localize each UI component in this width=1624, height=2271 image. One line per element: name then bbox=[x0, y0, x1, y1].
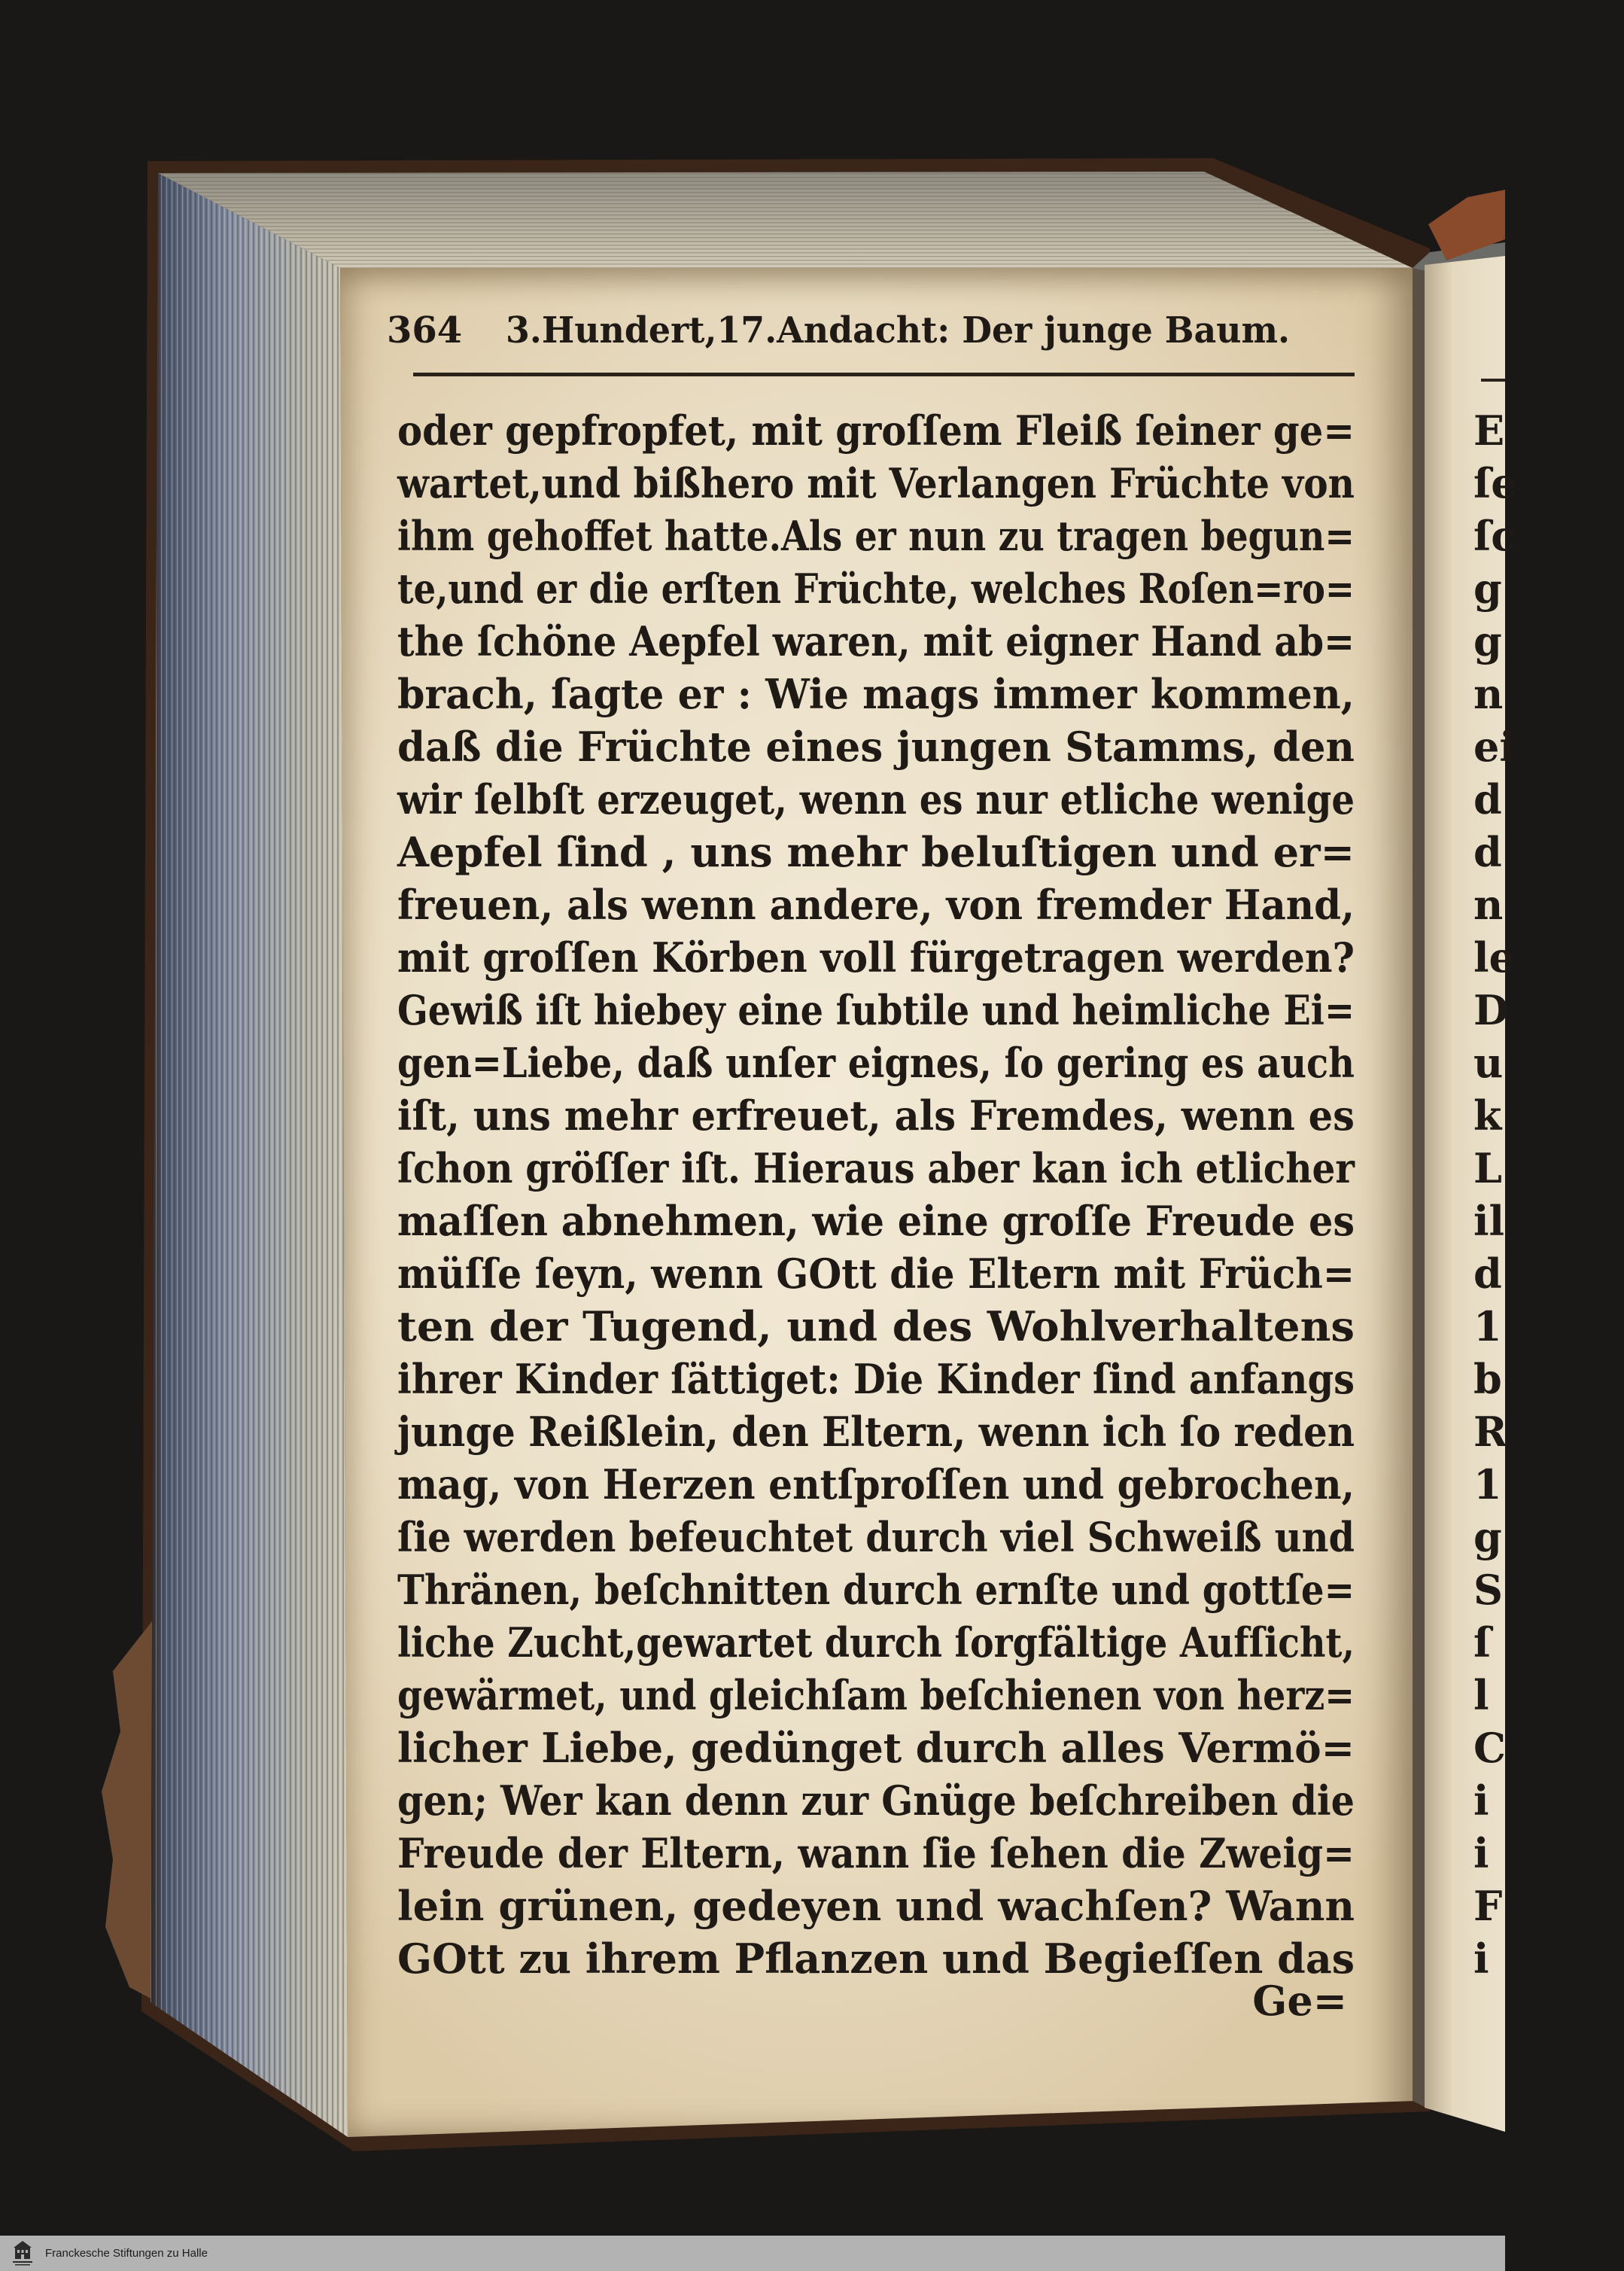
footer-bar bbox=[0, 2236, 1505, 2271]
facing-page-fragment: d bbox=[1473, 775, 1502, 823]
facing-page-fragment: g bbox=[1473, 617, 1502, 665]
page-edges-top-texture bbox=[158, 172, 1413, 268]
facing-page-fragment: il bbox=[1473, 1197, 1505, 1245]
text-line bbox=[397, 1827, 1355, 1880]
text-line-content: lein grünen, gedeyen und wachſen? Wann bbox=[397, 1882, 1355, 1930]
facing-page-fragment: 1 bbox=[1473, 1302, 1502, 1350]
page-number: 364 bbox=[387, 309, 463, 352]
facing-page-fragment: d bbox=[1473, 1250, 1502, 1298]
facing-page-fragment: k bbox=[1473, 1091, 1502, 1140]
text-line bbox=[397, 984, 1355, 1037]
text-line-content: mag, von Herzen entſproſſen und gebrochen, bbox=[397, 1460, 1355, 1508]
text-line-content: wartet,und bißhero mit Verlangen Früchte von bbox=[397, 459, 1355, 507]
text-line bbox=[397, 1353, 1355, 1405]
facing-page-fragment: i bbox=[1473, 1935, 1489, 1983]
facing-page-fragment: i bbox=[1473, 1829, 1489, 1877]
text-line-content: maſſen abnehmen, wie eine groſſe Freude es bbox=[397, 1197, 1355, 1245]
facing-page-fragment: S bbox=[1473, 1566, 1503, 1614]
text-line bbox=[397, 1089, 1355, 1142]
facing-page-fragment: ſc bbox=[1473, 512, 1516, 560]
text-line bbox=[397, 931, 1355, 984]
facing-page-fragment: u bbox=[1473, 1039, 1504, 1087]
facing-page-fragment: ſe bbox=[1473, 459, 1517, 507]
text-line bbox=[397, 510, 1355, 562]
text-line bbox=[397, 562, 1355, 615]
facing-page-fragment: C bbox=[1473, 1724, 1506, 1772]
facing-page-fragment: D bbox=[1473, 986, 1509, 1034]
text-line-content: ſchon gröſſer iſt. Hieraus aber kan ich etlicher bbox=[397, 1144, 1355, 1192]
header-rule bbox=[413, 373, 1355, 376]
text-line-content: gen=Liebe, daß unſer eignes, ſo gering es auch bbox=[397, 1039, 1355, 1087]
text-line bbox=[397, 615, 1355, 668]
text-line-content: Gewiß iſt hiebey eine ſubtile und heimliche Ei= bbox=[397, 986, 1355, 1034]
text-line-content: licher Liebe, gedünget durch alles Vermö= bbox=[397, 1724, 1355, 1772]
facing-page-text bbox=[1473, 404, 1624, 1985]
catchword: Ge= bbox=[1252, 1977, 1347, 2025]
text-line bbox=[397, 878, 1355, 931]
text-line-content: daß die Früchte eines jungen Stamms, den bbox=[397, 723, 1355, 771]
facing-page-fragment: g bbox=[1473, 565, 1502, 613]
text-line bbox=[397, 1247, 1355, 1300]
text-line bbox=[397, 720, 1355, 773]
facing-page-fragment: le bbox=[1473, 933, 1515, 982]
text-line bbox=[397, 1722, 1355, 1774]
facing-page-fragment: ſ bbox=[1473, 1618, 1492, 1667]
text-line bbox=[397, 404, 1355, 457]
text-line-content: liche Zucht,gewartet durch ſorgfältige Aufſicht, bbox=[397, 1618, 1355, 1667]
text-line-content: te,und er die erſten Früchte, welches Roſen=ro= bbox=[397, 565, 1355, 613]
facing-page-edge bbox=[1426, 248, 1517, 2126]
text-line-content: Aepfel ſind , uns mehr beluſtigen und er= bbox=[397, 828, 1355, 876]
text-line-content: müſſe ſeyn, wenn GOtt die Eltern mit Früch= bbox=[397, 1250, 1355, 1298]
text-line-content: ſie werden befeuchtet durch viel Schweiß und bbox=[397, 1513, 1355, 1561]
text-line bbox=[397, 1037, 1355, 1089]
body-text bbox=[397, 404, 1355, 1985]
text-line-content: iſt, uns mehr erfreuet, als Fremdes, wenn es bbox=[397, 1091, 1355, 1140]
franckesche-stiftungen-logo-icon bbox=[11, 2239, 35, 2267]
text-line-content: Thränen, beſchnitten durch ernſte und gottſe= bbox=[397, 1566, 1355, 1614]
facing-page-fragment: d bbox=[1473, 828, 1502, 876]
facing-page-fragment: n bbox=[1473, 670, 1504, 718]
text-line bbox=[397, 1142, 1355, 1195]
facing-page-fragment: R bbox=[1473, 1408, 1507, 1456]
facing-page-fragment: l bbox=[1473, 1671, 1489, 1719]
facing-page-fragment: g bbox=[1473, 1513, 1502, 1561]
facing-page-fragment: b bbox=[1473, 1355, 1502, 1403]
text-line-content: Freude der Eltern, wann ſie ſehen die Zweig= bbox=[397, 1829, 1355, 1877]
facing-page-fragment: 1 bbox=[1473, 1460, 1502, 1508]
text-line bbox=[397, 773, 1355, 826]
text-line-content: freuen, als wenn andere, von fremder Hand, bbox=[397, 881, 1355, 929]
text-line-content: brach, ſagte er : Wie mags immer kommen, bbox=[397, 670, 1355, 718]
text-line bbox=[397, 1458, 1355, 1511]
facing-page-fragment: L bbox=[1473, 1144, 1502, 1192]
facing-page-header-rule bbox=[1481, 379, 1505, 382]
running-head bbox=[506, 304, 1290, 357]
page-edges-left-texture bbox=[151, 173, 348, 2137]
text-line bbox=[397, 1405, 1355, 1458]
text-line-content: ihm gehoffet hatte.Als er nun zu tragen begun= bbox=[397, 512, 1355, 560]
text-line bbox=[397, 1511, 1355, 1563]
text-line bbox=[397, 826, 1355, 878]
gutter-shadow bbox=[1413, 260, 1426, 2108]
text-line-content: wir ſelbſt erzeuget, wenn es nur etliche wenige bbox=[397, 775, 1355, 823]
text-line-content: junge Reißlein, den Eltern, wenn ich ſo reden bbox=[397, 1408, 1355, 1456]
text-line bbox=[397, 1195, 1355, 1247]
text-line bbox=[397, 1616, 1355, 1669]
facing-page-fragment: ei bbox=[1473, 723, 1515, 771]
text-line-content: oder gepfropfet, mit groſſem Fleiß ſeiner ge= bbox=[397, 406, 1355, 455]
text-line bbox=[397, 1774, 1355, 1827]
text-line-content: gewärmet, und gleichſam beſchienen von herz= bbox=[397, 1671, 1355, 1719]
text-line-content: mit groſſen Körben voll fürgetragen werden? bbox=[397, 933, 1355, 982]
institution-credit: Franckesche Stiftungen zu Halle bbox=[45, 2247, 208, 2260]
text-line-content: GOtt zu ihrem Pflanzen und Begieſſen das bbox=[397, 1935, 1355, 1983]
text-line-content: gen; Wer kan denn zur Gnüge beſchreiben die bbox=[397, 1776, 1355, 1825]
text-line bbox=[397, 668, 1355, 720]
text-line bbox=[397, 1669, 1355, 1722]
text-line-content: the ſchöne Aepfel waren, mit eigner Hand ab= bbox=[397, 617, 1355, 665]
facing-page-fragment: i bbox=[1473, 1776, 1489, 1825]
text-line bbox=[397, 1300, 1355, 1353]
facing-page-fragment: F bbox=[1473, 1882, 1503, 1930]
text-line bbox=[397, 457, 1355, 510]
text-line-content: ten der Tugend, und des Wohlverhaltens bbox=[397, 1302, 1355, 1350]
text-line bbox=[397, 1563, 1355, 1616]
facing-page-fragment: E bbox=[1473, 406, 1505, 455]
text-line-content: ihrer Kinder ſättiget: Die Kinder ſind anfangs bbox=[397, 1355, 1355, 1403]
running-head-text: 3.Hundert,17.Andacht: Der junge Baum. bbox=[506, 309, 1290, 352]
text-line bbox=[397, 1880, 1355, 1932]
facing-page-fragment: n bbox=[1473, 881, 1504, 929]
